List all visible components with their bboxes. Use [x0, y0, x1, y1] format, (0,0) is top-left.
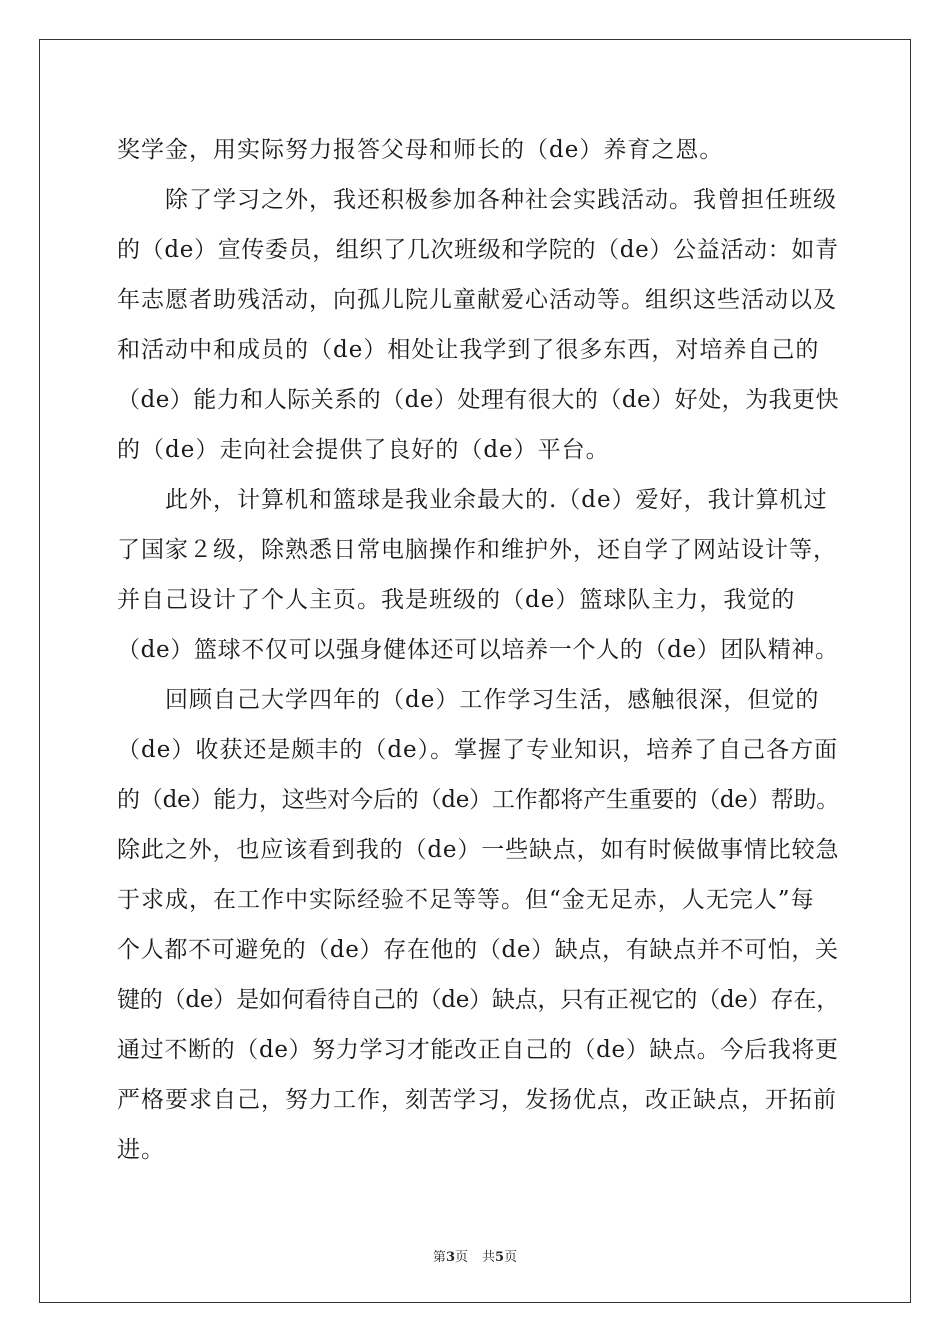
text-line: 的（de）走向社会提供了良好的（de）平台。: [117, 437, 610, 463]
text-line: 此外，计算机和篮球是我业余最大的.（de）爱好，我计算机过: [165, 487, 828, 513]
text-line: 除了学习之外，我还积极参加各种社会实践活动。我曾担任班级: [165, 187, 837, 213]
text-line: 于求成，在工作中实际经验不足等等。但“金无足赤，人无完人”每: [117, 887, 815, 913]
page-prefix: 第: [432, 1250, 446, 1265]
page-footer: [0, 1246, 950, 1265]
text-line: 了国家２级，除熟悉日常电脑操作和维护外，还自学了网站设计等，: [117, 537, 837, 563]
text-line: 年志愿者助残活动，向孤儿院儿童献爱心活动等。组织这些活动以及: [117, 287, 837, 313]
text-line: 除此之外，也应该看到我的（de）一些缺点，如有时候做事情比较急: [117, 837, 840, 863]
text-line: 奖学金，用实际努力报答父母和师长的（de）养育之恩。: [117, 137, 724, 163]
text-line: 并自己设计了个人主页。我是班级的（de）篮球队主力，我觉的: [117, 587, 796, 613]
text-line: 回顾自己大学四年的（de）工作学习生活，感触很深，但觉的: [165, 687, 820, 713]
text-line: 严格要求自己，努力工作，刻苦学习，发扬优点，改正缺点，开拓前: [117, 1087, 837, 1113]
text-line: （de）收获还是颇丰的（de）。掌握了专业知识，培养了自己各方面: [117, 737, 839, 763]
text-line: 个人都不可避免的（de）存在他的（de）缺点，有缺点并不可怕，关: [117, 937, 839, 963]
text-line: 通过不断的（de）努力学习才能改正自己的（de）缺点。今后我将更: [117, 1037, 839, 1063]
text-line: 的（de）能力，这些对今后的（de）工作都将产生重要的（de）帮助。: [117, 787, 840, 813]
text-line: 的（de）宣传委员，组织了几次班级和学院的（de）公益活动：如青: [117, 237, 839, 263]
total-pages-number: 5: [495, 1250, 505, 1265]
total-prefix: 共: [482, 1250, 496, 1265]
text-line: 进。: [117, 1137, 165, 1163]
text-line: （de）能力和人际关系的（de）处理有很大的（de）好处，为我更快: [117, 387, 840, 413]
text-line: 键的（de）是如何看待自己的（de）缺点，只有正视它的（de）存在，: [117, 987, 840, 1013]
current-page-number: 3: [445, 1250, 455, 1265]
total-suffix: 页: [504, 1250, 518, 1265]
text-line: （de）篮球不仅可以强身健体还可以培养一个人的（de）团队精神。: [117, 637, 839, 663]
text-line: 和活动中和成员的（de）相处让我学到了很多东西，对培养自己的: [117, 337, 820, 363]
document-body: [117, 125, 839, 1175]
page-suffix: 页: [454, 1250, 468, 1265]
